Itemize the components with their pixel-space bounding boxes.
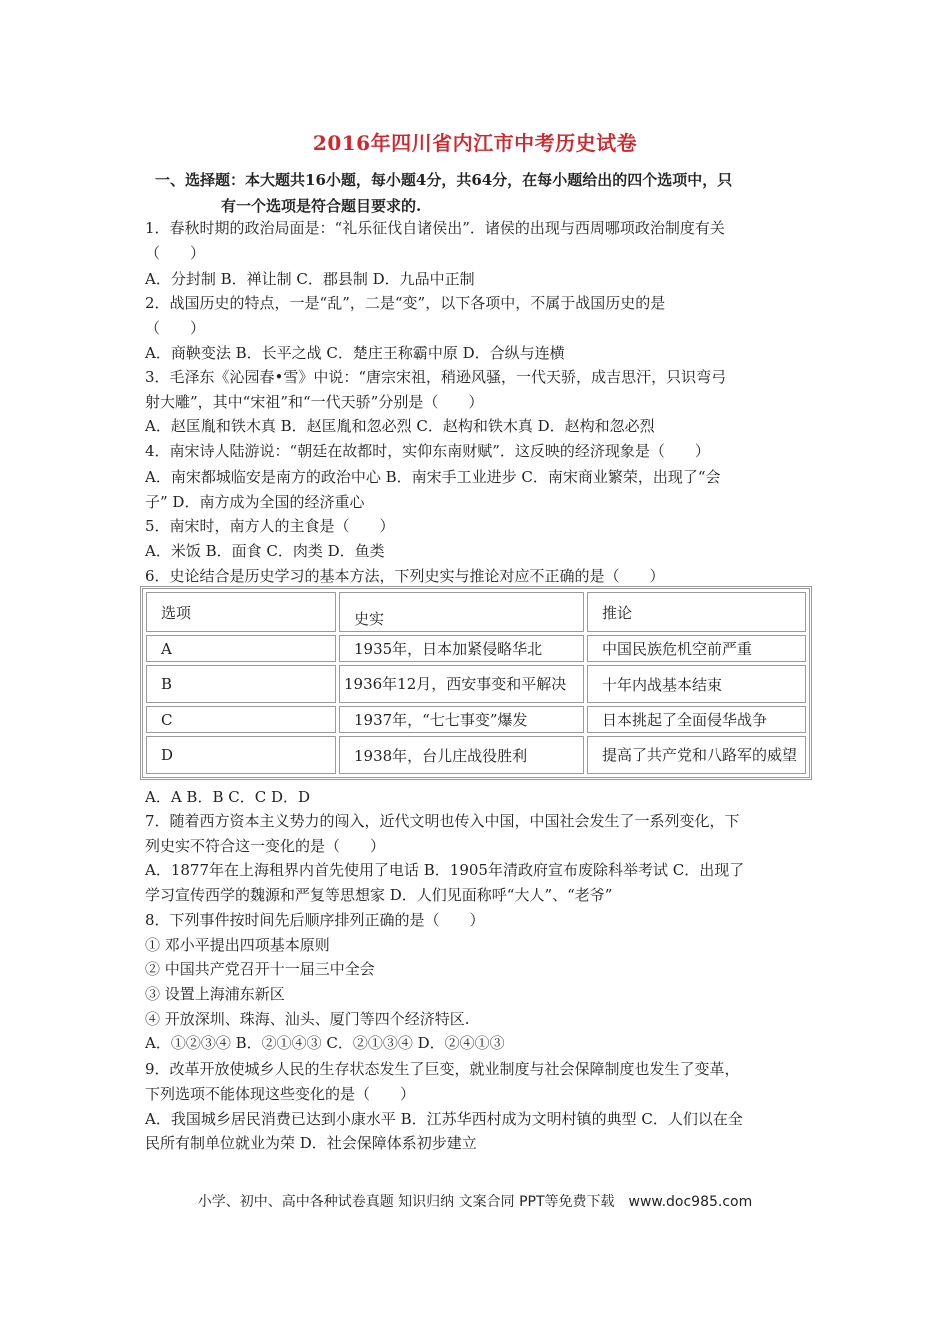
question-line: A．我国城乡居民消费已达到小康水平 B．江苏华西村成为文明村镇的典型 C．人们以在全 [145,1110,743,1128]
section-header-line-1: 一、选择题：本大题共16小题，每小题4分，共64分，在每小题给出的四个选项中，只 [155,171,733,189]
question-line: A．分封制 B．禅让制 C．郡县制 D．九品中正制 [145,270,475,288]
question-line: 民所有制单位就业为荣 D．社会保障体系初步建立 [145,1134,477,1152]
question-line: 6．史论结合是历史学习的基本方法，下列史实与推论对应不正确的是（ ） [145,567,665,585]
question-line: ① 邓小平提出四项基本原则 [145,936,330,954]
table-row [146,635,806,662]
table-row [146,736,806,774]
table-cell: 提高了共产党和八路军的威望 [587,736,806,774]
question-line: ④ 开放深圳、珠海、汕头、厦门等四个经济特区. [145,1010,470,1028]
question-line: A．赵匡胤和铁木真 B．赵匡胤和忽必烈 C．赵构和铁木真 D．赵构和忽必烈 [145,417,655,435]
question-line: 9．改革开放使城乡人民的生存状态发生了巨变，就业制度与社会保障制度也发生了变革， [145,1060,740,1078]
table-cell: 1938年，台儿庄战役胜利 [339,736,584,774]
question-line: 学习宣传西学的魏源和严复等思想家 D．人们见面称呼“大人”、“老爷” [145,886,613,904]
question-line: 2．战国历史的特点，一是“乱”，二是“变”，以下各项中，不属于战国历史的是 [145,294,666,312]
question-line: 1．春秋时期的政治局面是：“礼乐征伐自诸侯出”．诸侯的出现与西周哪项政治制度有关 [145,219,725,237]
question-line: 下列选项不能体现这些变化的是（ ） [145,1085,416,1103]
question-line: ③ 设置上海浦东新区 [145,985,285,1003]
table-cell: A [146,635,336,662]
table-cell: B [146,665,336,703]
question-line: A．米饭 B．面食 C．肉类 D．鱼类 [145,542,385,560]
question-line: 列史实不符合这一变化的是（ ） [145,837,386,855]
question-line: 8．下列事件按时间先后顺序排列正确的是（ ） [145,911,485,929]
table-header-cell: 推论 [587,592,806,632]
history-table [140,586,812,780]
table-cell: C [146,706,336,733]
question-line: （ ） [145,244,206,262]
question-line: A．1877年在上海租界内首先使用了电话 B．1905年清政府宣布废除科举考试 C．出现了 [145,861,745,879]
table-header-cell: 史实 [339,592,584,632]
table-cell: 1935年，日本加紧侵略华北 [339,635,584,662]
question-line: 射大雕”，其中“宋祖”和“一代天骄”分别是（ ） [145,393,484,411]
table-cell: 十年内战基本结束 [587,665,806,703]
table-row [146,665,806,703]
question-line: 3．毛泽东《沁园春•雪》中说：“唐宗宋祖，稍逊风骚，一代天骄，成吉思汗，只识弯弓 [145,368,727,386]
table-header-cell: 选项 [146,592,336,632]
question-line: ② 中国共产党召开十一届三中全会 [145,960,375,978]
question-line: 4．南宋诗人陆游说：“朝廷在故都时，实仰东南财赋”．这反映的经济现象是（ ） [145,442,710,460]
question-line: A．商鞅变法 B．长平之战 C．楚庄王称霸中原 D．合纵与连横 [145,344,565,362]
table-cell: 中国民族危机空前严重 [587,635,806,662]
table-header-row [146,592,806,632]
page-title: 2016年四川省内江市中考历史试卷 [312,131,638,155]
question-line: （ ） [145,319,206,337]
question-line: 5．南宋时，南方人的主食是（ ） [145,517,395,535]
table-row [146,706,806,733]
page-footer: 小学、初中、高中各种试卷真题 知识归纳 文案合同 PPT等免费下载 www.doc985.com [197,1194,753,1210]
question-line: A．A B．B C．C D．D [145,788,311,806]
table-cell: 1937年，“七七事变”爆发 [339,706,584,733]
question-line: 子” D．南方成为全国的经济重心 [145,493,365,511]
question-line: A．①②③④ B．②①④③ C．②①③④ D．②④①③ [145,1034,505,1052]
table-cell: 日本挑起了全面侵华战争 [587,706,806,733]
question-line: A．南宋都城临安是南方的政治中心 B．南宋手工业进步 C．南宋商业繁荣，出现了“会 [145,468,721,486]
section-header-line-2: 有一个选项是符合题目要求的. [221,197,422,215]
table-cell: D [146,736,336,774]
table-cell: 1936年12月，西安事变和平解决 [339,665,584,703]
question-line: 7．随着西方资本主义势力的闯入，近代文明也传入中国，中国社会发生了一系列变化，下 [145,812,740,830]
section-header [145,167,805,219]
